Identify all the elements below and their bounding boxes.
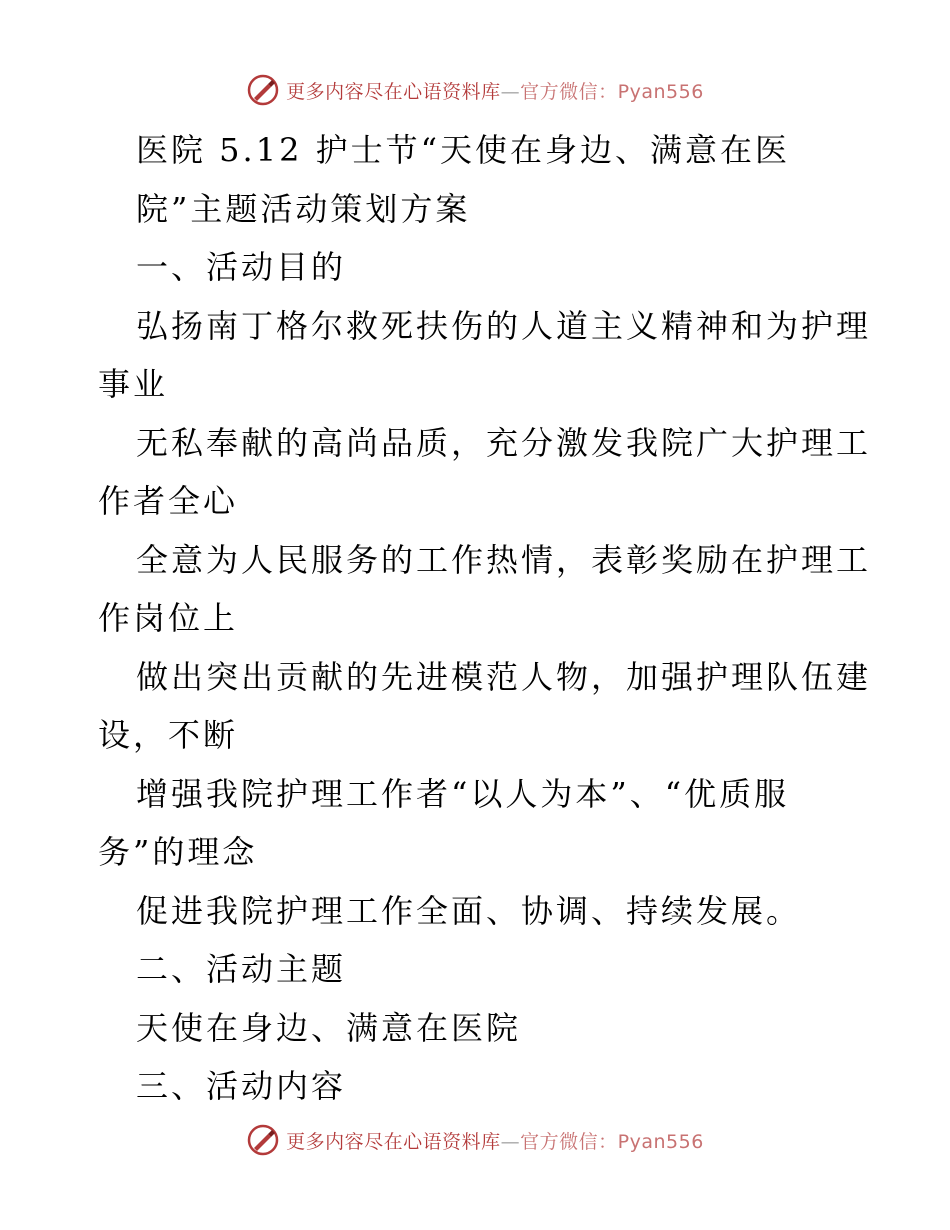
banner-main-text: 更多内容尽在心语资料库 bbox=[286, 1130, 501, 1153]
paragraph-line: 事业 bbox=[98, 365, 169, 403]
section-heading-theme: 二、活动主题 bbox=[136, 950, 347, 988]
paragraph-line: 全意为人民服务的工作热情，表彰奖励在护理工 bbox=[136, 540, 872, 579]
paragraph-line: 弘扬南丁格尔救死扶伤的人道主义精神和为护理 bbox=[136, 306, 872, 345]
footer-watermark-banner bbox=[0, 1120, 950, 1160]
paragraph-line: 无私奉献的高尚品质，充分激发我院广大护理工 bbox=[136, 423, 872, 462]
header-watermark-banner bbox=[0, 70, 950, 110]
banner-main-text: 更多内容尽在心语资料库 bbox=[286, 80, 501, 103]
pen-logo-icon bbox=[246, 1123, 280, 1157]
paragraph-line: 设，不断 bbox=[98, 716, 239, 754]
banner-separator: — bbox=[500, 1130, 521, 1153]
paragraph-line: 作者全心 bbox=[98, 482, 239, 520]
document-body bbox=[98, 121, 872, 1116]
banner-separator: — bbox=[500, 80, 521, 103]
paragraph-line: 做出突出贡献的先进模范人物，加强护理队伍建 bbox=[136, 657, 872, 696]
paragraph-line: 作岗位上 bbox=[98, 599, 239, 637]
pen-logo-icon bbox=[246, 73, 280, 107]
paragraph-line: 务”的理念 bbox=[98, 833, 258, 871]
section-heading-purpose: 一、活动目的 bbox=[136, 248, 347, 286]
banner-wechat-text: 官方微信：Pyan556 bbox=[520, 1130, 704, 1153]
document-title-line-1: 医院 5.12 护士节“天使在身边、满意在医 bbox=[136, 131, 790, 169]
banner-wechat-text: 官方微信：Pyan556 bbox=[520, 80, 704, 103]
document-title-line-2: 院”主题活动策划方案 bbox=[136, 189, 471, 228]
theme-text: 天使在身边、满意在医院 bbox=[136, 1008, 522, 1047]
paragraph-line: 增强我院护理工作者“以人为本”、“优质服 bbox=[136, 774, 790, 813]
paragraph-line: 促进我院护理工作全面、协调、持续发展。 bbox=[136, 891, 802, 930]
section-heading-content: 三、活动内容 bbox=[136, 1067, 347, 1105]
